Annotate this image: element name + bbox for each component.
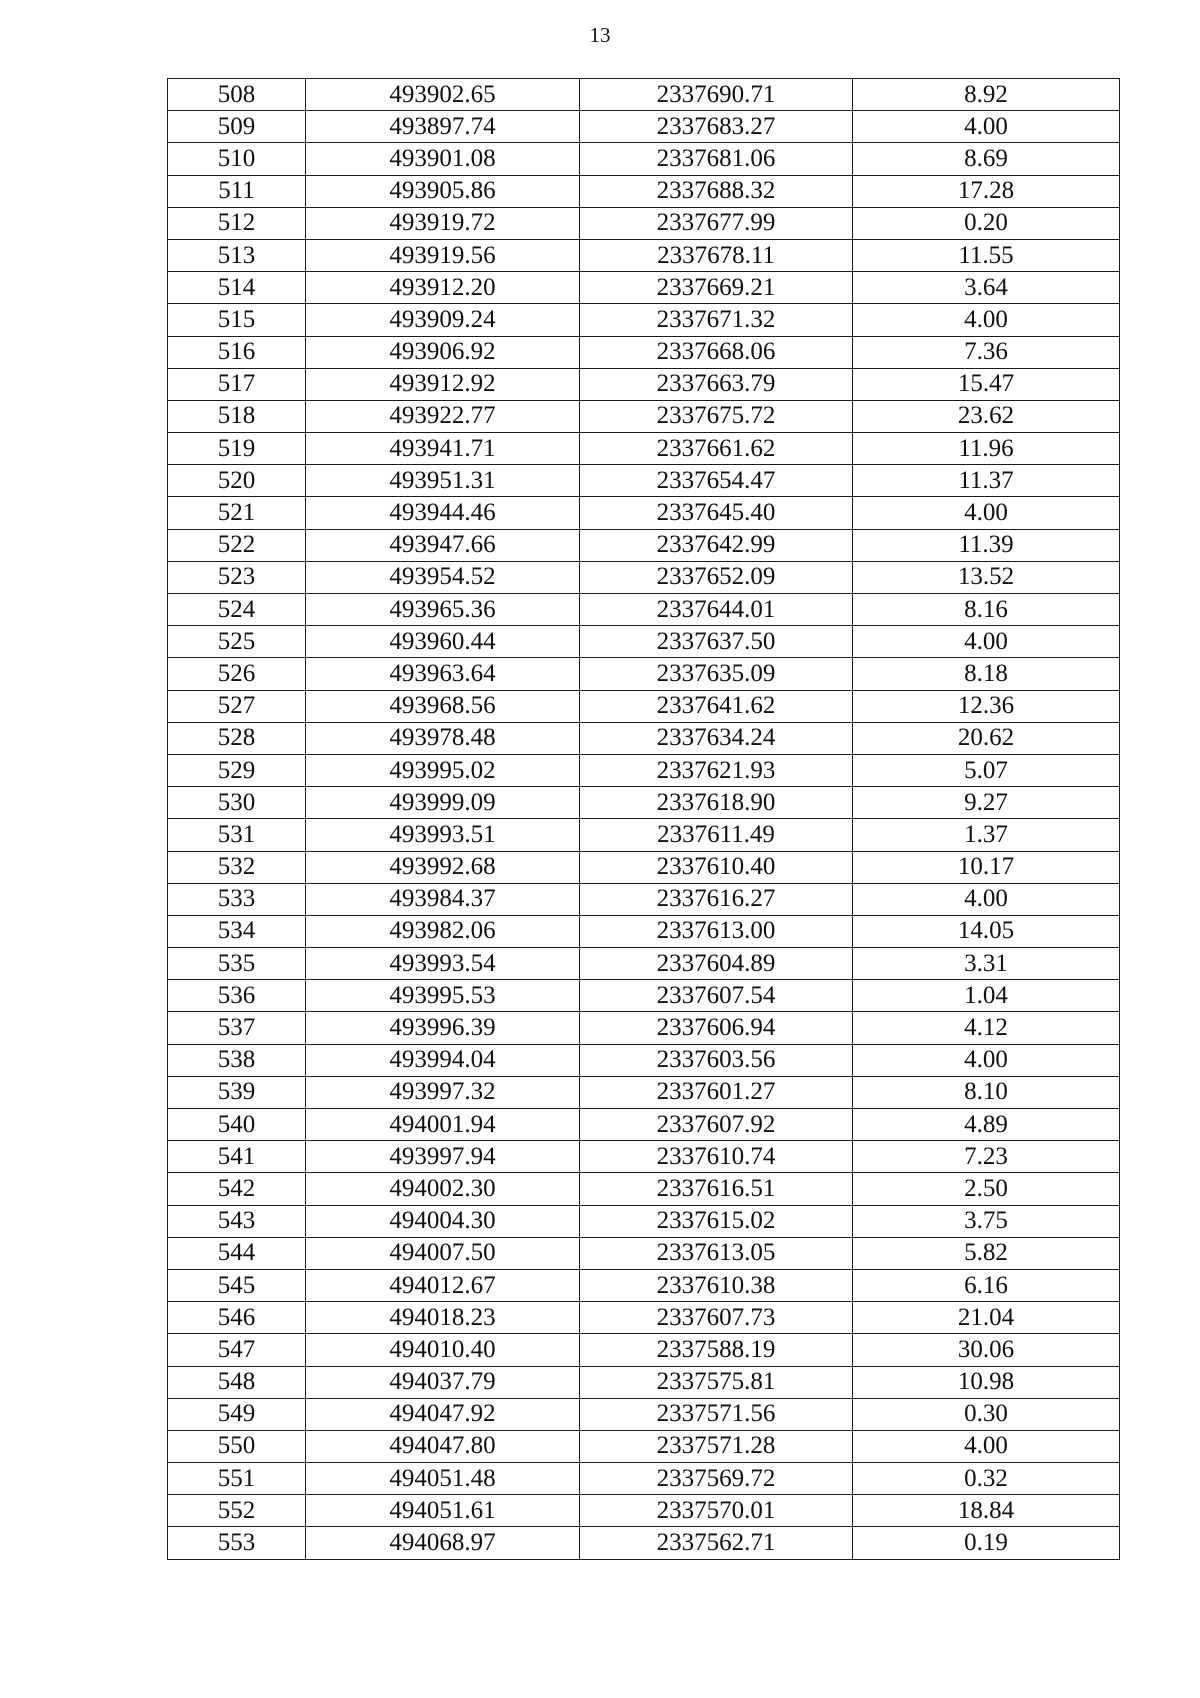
x-coordinate-cell: 493922.77 xyxy=(306,400,580,432)
y-coordinate-cell: 2337683.27 xyxy=(580,111,853,143)
y-coordinate-cell: 2337652.09 xyxy=(580,561,853,593)
x-coordinate-cell: 493902.65 xyxy=(306,79,580,111)
distance-cell: 8.18 xyxy=(853,658,1120,690)
table-row xyxy=(168,980,1120,1012)
x-coordinate-cell: 493995.53 xyxy=(306,980,580,1012)
x-coordinate-cell: 493912.92 xyxy=(306,368,580,400)
y-coordinate-cell: 2337616.27 xyxy=(580,883,853,915)
distance-cell: 15.47 xyxy=(853,368,1120,400)
y-coordinate-cell: 2337671.32 xyxy=(580,304,853,336)
x-coordinate-cell: 493901.08 xyxy=(306,143,580,175)
distance-cell: 4.00 xyxy=(853,497,1120,529)
point-number-cell: 543 xyxy=(168,1205,306,1237)
table-row xyxy=(168,1237,1120,1269)
point-number-cell: 540 xyxy=(168,1109,306,1141)
y-coordinate-cell: 2337690.71 xyxy=(580,79,853,111)
table-row xyxy=(168,1076,1120,1108)
y-coordinate-cell: 2337634.24 xyxy=(580,722,853,754)
x-coordinate-cell: 493919.72 xyxy=(306,207,580,239)
distance-cell: 17.28 xyxy=(853,175,1120,207)
distance-cell: 23.62 xyxy=(853,400,1120,432)
distance-cell: 11.55 xyxy=(853,239,1120,271)
y-coordinate-cell: 2337618.90 xyxy=(580,787,853,819)
table-row xyxy=(168,497,1120,529)
table-row xyxy=(168,143,1120,175)
x-coordinate-cell: 493909.24 xyxy=(306,304,580,336)
y-coordinate-cell: 2337611.49 xyxy=(580,819,853,851)
y-coordinate-cell: 2337610.38 xyxy=(580,1269,853,1301)
table-row xyxy=(168,948,1120,980)
table-row xyxy=(168,690,1120,722)
y-coordinate-cell: 2337607.92 xyxy=(580,1109,853,1141)
x-coordinate-cell: 493965.36 xyxy=(306,594,580,626)
x-coordinate-cell: 493997.94 xyxy=(306,1141,580,1173)
point-number-cell: 551 xyxy=(168,1463,306,1495)
table-row xyxy=(168,915,1120,947)
distance-cell: 3.31 xyxy=(853,948,1120,980)
x-coordinate-cell: 493984.37 xyxy=(306,883,580,915)
y-coordinate-cell: 2337642.99 xyxy=(580,529,853,561)
point-number-cell: 533 xyxy=(168,883,306,915)
y-coordinate-cell: 2337641.62 xyxy=(580,690,853,722)
table-row xyxy=(168,433,1120,465)
table-row xyxy=(168,175,1120,207)
point-number-cell: 550 xyxy=(168,1430,306,1462)
point-number-cell: 536 xyxy=(168,980,306,1012)
y-coordinate-cell: 2337562.71 xyxy=(580,1527,853,1559)
table-row xyxy=(168,111,1120,143)
y-coordinate-cell: 2337677.99 xyxy=(580,207,853,239)
distance-cell: 7.23 xyxy=(853,1141,1120,1173)
point-number-cell: 541 xyxy=(168,1141,306,1173)
y-coordinate-cell: 2337621.93 xyxy=(580,754,853,786)
distance-cell: 8.69 xyxy=(853,143,1120,175)
point-number-cell: 513 xyxy=(168,239,306,271)
table-row xyxy=(168,239,1120,271)
x-coordinate-cell: 493941.71 xyxy=(306,433,580,465)
table-row xyxy=(168,1205,1120,1237)
y-coordinate-cell: 2337663.79 xyxy=(580,368,853,400)
y-coordinate-cell: 2337613.05 xyxy=(580,1237,853,1269)
table-row xyxy=(168,1463,1120,1495)
x-coordinate-cell: 493968.56 xyxy=(306,690,580,722)
x-coordinate-cell: 493997.32 xyxy=(306,1076,580,1108)
table-row xyxy=(168,819,1120,851)
x-coordinate-cell: 493994.04 xyxy=(306,1044,580,1076)
y-coordinate-cell: 2337571.28 xyxy=(580,1430,853,1462)
y-coordinate-cell: 2337607.73 xyxy=(580,1302,853,1334)
point-number-cell: 508 xyxy=(168,79,306,111)
point-number-cell: 548 xyxy=(168,1366,306,1398)
y-coordinate-cell: 2337569.72 xyxy=(580,1463,853,1495)
distance-cell: 11.37 xyxy=(853,465,1120,497)
x-coordinate-cell: 493905.86 xyxy=(306,175,580,207)
y-coordinate-cell: 2337570.01 xyxy=(580,1495,853,1527)
distance-cell: 4.00 xyxy=(853,304,1120,336)
y-coordinate-cell: 2337575.81 xyxy=(580,1366,853,1398)
distance-cell: 5.82 xyxy=(853,1237,1120,1269)
point-number-cell: 524 xyxy=(168,594,306,626)
x-coordinate-cell: 493963.64 xyxy=(306,658,580,690)
table-row xyxy=(168,1109,1120,1141)
y-coordinate-cell: 2337588.19 xyxy=(580,1334,853,1366)
distance-cell: 4.00 xyxy=(853,1430,1120,1462)
distance-cell: 4.00 xyxy=(853,883,1120,915)
x-coordinate-cell: 493992.68 xyxy=(306,851,580,883)
distance-cell: 4.00 xyxy=(853,111,1120,143)
x-coordinate-cell: 493999.09 xyxy=(306,787,580,819)
y-coordinate-cell: 2337635.09 xyxy=(580,658,853,690)
y-coordinate-cell: 2337637.50 xyxy=(580,626,853,658)
distance-cell: 6.16 xyxy=(853,1269,1120,1301)
point-number-cell: 531 xyxy=(168,819,306,851)
point-number-cell: 527 xyxy=(168,690,306,722)
table-row xyxy=(168,400,1120,432)
x-coordinate-cell: 493996.39 xyxy=(306,1012,580,1044)
point-number-cell: 509 xyxy=(168,111,306,143)
point-number-cell: 532 xyxy=(168,851,306,883)
distance-cell: 1.37 xyxy=(853,819,1120,851)
point-number-cell: 549 xyxy=(168,1398,306,1430)
distance-cell: 0.20 xyxy=(853,207,1120,239)
point-number-cell: 517 xyxy=(168,368,306,400)
point-number-cell: 516 xyxy=(168,336,306,368)
x-coordinate-cell: 494002.30 xyxy=(306,1173,580,1205)
point-number-cell: 545 xyxy=(168,1269,306,1301)
y-coordinate-cell: 2337644.01 xyxy=(580,594,853,626)
table-row xyxy=(168,465,1120,497)
x-coordinate-cell: 494012.67 xyxy=(306,1269,580,1301)
y-coordinate-cell: 2337610.74 xyxy=(580,1141,853,1173)
coordinate-table-body xyxy=(168,79,1120,1560)
y-coordinate-cell: 2337669.21 xyxy=(580,272,853,304)
distance-cell: 7.36 xyxy=(853,336,1120,368)
y-coordinate-cell: 2337603.56 xyxy=(580,1044,853,1076)
x-coordinate-cell: 494047.80 xyxy=(306,1430,580,1462)
table-row xyxy=(168,1012,1120,1044)
table-row xyxy=(168,1173,1120,1205)
x-coordinate-cell: 494051.48 xyxy=(306,1463,580,1495)
y-coordinate-cell: 2337607.54 xyxy=(580,980,853,1012)
x-coordinate-cell: 494047.92 xyxy=(306,1398,580,1430)
point-number-cell: 520 xyxy=(168,465,306,497)
x-coordinate-cell: 494001.94 xyxy=(306,1109,580,1141)
table-row xyxy=(168,1495,1120,1527)
distance-cell: 21.04 xyxy=(853,1302,1120,1334)
table-row xyxy=(168,1527,1120,1559)
x-coordinate-cell: 493944.46 xyxy=(306,497,580,529)
point-number-cell: 521 xyxy=(168,497,306,529)
point-number-cell: 535 xyxy=(168,948,306,980)
y-coordinate-cell: 2337615.02 xyxy=(580,1205,853,1237)
distance-cell: 1.04 xyxy=(853,980,1120,1012)
y-coordinate-cell: 2337678.11 xyxy=(580,239,853,271)
table-row xyxy=(168,1334,1120,1366)
y-coordinate-cell: 2337681.06 xyxy=(580,143,853,175)
x-coordinate-cell: 493960.44 xyxy=(306,626,580,658)
table-row xyxy=(168,626,1120,658)
point-number-cell: 537 xyxy=(168,1012,306,1044)
table-row xyxy=(168,1366,1120,1398)
x-coordinate-cell: 493993.54 xyxy=(306,948,580,980)
y-coordinate-cell: 2337645.40 xyxy=(580,497,853,529)
point-number-cell: 511 xyxy=(168,175,306,207)
table-row xyxy=(168,658,1120,690)
coordinate-table xyxy=(167,78,1120,1560)
distance-cell: 0.30 xyxy=(853,1398,1120,1430)
point-number-cell: 544 xyxy=(168,1237,306,1269)
table-row xyxy=(168,304,1120,336)
point-number-cell: 526 xyxy=(168,658,306,690)
y-coordinate-cell: 2337571.56 xyxy=(580,1398,853,1430)
y-coordinate-cell: 2337613.00 xyxy=(580,915,853,947)
table-row xyxy=(168,722,1120,754)
x-coordinate-cell: 493982.06 xyxy=(306,915,580,947)
x-coordinate-cell: 493993.51 xyxy=(306,819,580,851)
distance-cell: 3.75 xyxy=(853,1205,1120,1237)
point-number-cell: 515 xyxy=(168,304,306,336)
point-number-cell: 546 xyxy=(168,1302,306,1334)
x-coordinate-cell: 494010.40 xyxy=(306,1334,580,1366)
distance-cell: 8.92 xyxy=(853,79,1120,111)
y-coordinate-cell: 2337654.47 xyxy=(580,465,853,497)
distance-cell: 4.00 xyxy=(853,1044,1120,1076)
y-coordinate-cell: 2337668.06 xyxy=(580,336,853,368)
page-number: 13 xyxy=(589,23,611,47)
distance-cell: 4.00 xyxy=(853,626,1120,658)
point-number-cell: 528 xyxy=(168,722,306,754)
distance-cell: 5.07 xyxy=(853,754,1120,786)
distance-cell: 11.96 xyxy=(853,433,1120,465)
distance-cell: 3.64 xyxy=(853,272,1120,304)
table-row xyxy=(168,207,1120,239)
y-coordinate-cell: 2337604.89 xyxy=(580,948,853,980)
x-coordinate-cell: 493919.56 xyxy=(306,239,580,271)
y-coordinate-cell: 2337661.62 xyxy=(580,433,853,465)
table-row xyxy=(168,787,1120,819)
point-number-cell: 539 xyxy=(168,1076,306,1108)
point-number-cell: 522 xyxy=(168,529,306,561)
point-number-cell: 542 xyxy=(168,1173,306,1205)
x-coordinate-cell: 493995.02 xyxy=(306,754,580,786)
distance-cell: 0.32 xyxy=(853,1463,1120,1495)
table-row xyxy=(168,1269,1120,1301)
point-number-cell: 553 xyxy=(168,1527,306,1559)
point-number-cell: 538 xyxy=(168,1044,306,1076)
point-number-cell: 525 xyxy=(168,626,306,658)
distance-cell: 4.12 xyxy=(853,1012,1120,1044)
distance-cell: 2.50 xyxy=(853,1173,1120,1205)
x-coordinate-cell: 493978.48 xyxy=(306,722,580,754)
distance-cell: 4.89 xyxy=(853,1109,1120,1141)
y-coordinate-cell: 2337616.51 xyxy=(580,1173,853,1205)
y-coordinate-cell: 2337606.94 xyxy=(580,1012,853,1044)
point-number-cell: 519 xyxy=(168,433,306,465)
table-row xyxy=(168,1141,1120,1173)
x-coordinate-cell: 494068.97 xyxy=(306,1527,580,1559)
table-row xyxy=(168,561,1120,593)
distance-cell: 13.52 xyxy=(853,561,1120,593)
x-coordinate-cell: 493951.31 xyxy=(306,465,580,497)
table-row xyxy=(168,1430,1120,1462)
distance-cell: 11.39 xyxy=(853,529,1120,561)
distance-cell: 8.16 xyxy=(853,594,1120,626)
y-coordinate-cell: 2337610.40 xyxy=(580,851,853,883)
point-number-cell: 514 xyxy=(168,272,306,304)
x-coordinate-cell: 493897.74 xyxy=(306,111,580,143)
table-row xyxy=(168,1044,1120,1076)
y-coordinate-cell: 2337601.27 xyxy=(580,1076,853,1108)
x-coordinate-cell: 494007.50 xyxy=(306,1237,580,1269)
distance-cell: 18.84 xyxy=(853,1495,1120,1527)
x-coordinate-cell: 494004.30 xyxy=(306,1205,580,1237)
x-coordinate-cell: 493912.20 xyxy=(306,272,580,304)
point-number-cell: 529 xyxy=(168,754,306,786)
point-number-cell: 512 xyxy=(168,207,306,239)
x-coordinate-cell: 494037.79 xyxy=(306,1366,580,1398)
table-row xyxy=(168,79,1120,111)
point-number-cell: 534 xyxy=(168,915,306,947)
table-row xyxy=(168,336,1120,368)
table-row xyxy=(168,594,1120,626)
distance-cell: 20.62 xyxy=(853,722,1120,754)
point-number-cell: 510 xyxy=(168,143,306,175)
distance-cell: 12.36 xyxy=(853,690,1120,722)
point-number-cell: 547 xyxy=(168,1334,306,1366)
x-coordinate-cell: 493954.52 xyxy=(306,561,580,593)
distance-cell: 0.19 xyxy=(853,1527,1120,1559)
table-row xyxy=(168,1302,1120,1334)
table-row xyxy=(168,1398,1120,1430)
x-coordinate-cell: 494051.61 xyxy=(306,1495,580,1527)
distance-cell: 30.06 xyxy=(853,1334,1120,1366)
y-coordinate-cell: 2337675.72 xyxy=(580,400,853,432)
table-row xyxy=(168,883,1120,915)
point-number-cell: 552 xyxy=(168,1495,306,1527)
point-number-cell: 530 xyxy=(168,787,306,819)
x-coordinate-cell: 494018.23 xyxy=(306,1302,580,1334)
distance-cell: 9.27 xyxy=(853,787,1120,819)
distance-cell: 14.05 xyxy=(853,915,1120,947)
x-coordinate-cell: 493906.92 xyxy=(306,336,580,368)
distance-cell: 10.98 xyxy=(853,1366,1120,1398)
point-number-cell: 518 xyxy=(168,400,306,432)
point-number-cell: 523 xyxy=(168,561,306,593)
table-row xyxy=(168,272,1120,304)
table-row xyxy=(168,754,1120,786)
distance-cell: 10.17 xyxy=(853,851,1120,883)
table-row xyxy=(168,851,1120,883)
distance-cell: 8.10 xyxy=(853,1076,1120,1108)
table-row xyxy=(168,368,1120,400)
y-coordinate-cell: 2337688.32 xyxy=(580,175,853,207)
x-coordinate-cell: 493947.66 xyxy=(306,529,580,561)
table-row xyxy=(168,529,1120,561)
